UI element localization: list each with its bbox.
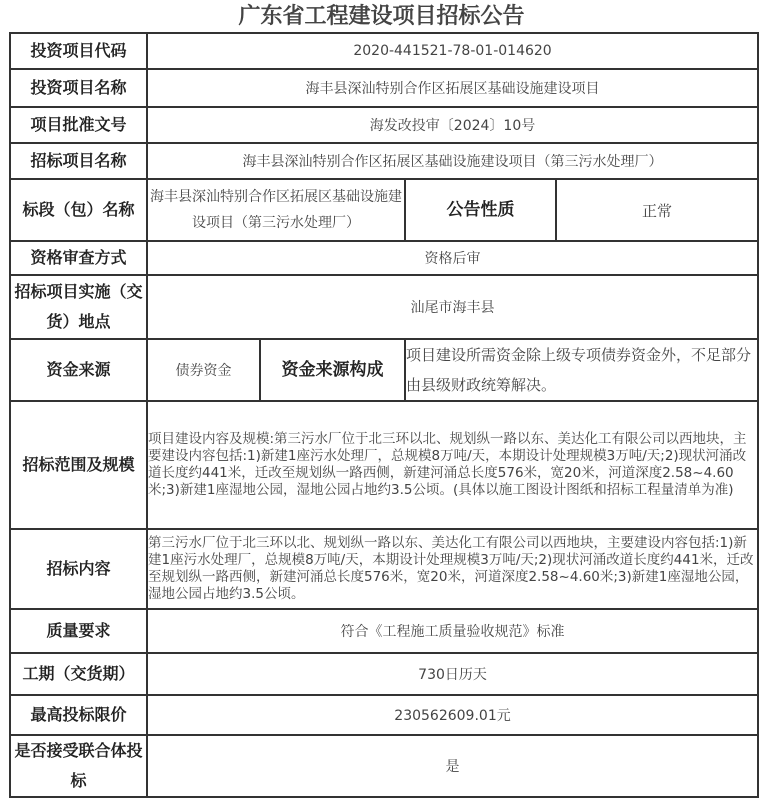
label-consortium: 是否接受联合体投标 — [10, 735, 147, 797]
label-project-code: 投资项目代码 — [10, 33, 147, 69]
label-funding: 资金来源 — [10, 339, 147, 401]
tender-notice-table — [9, 32, 759, 798]
row-quality — [10, 609, 758, 653]
value-duration: 730日历天 — [147, 653, 758, 695]
value-tender-project-name: 海丰县深汕特别合作区拓展区基础设施建设项目（第三污水处理厂） — [147, 143, 758, 179]
row-content — [10, 529, 758, 609]
label-location: 招标项目实施（交货）地点 — [10, 275, 147, 339]
value-qualification: 资格后审 — [147, 241, 758, 275]
value-approval-no: 海发改投审〔2024〕10号 — [147, 107, 758, 143]
row-project-name — [10, 69, 758, 107]
value-scope: 项目建设内容及规模:第三污水厂位于北三环以北、规划纵一路以东、美达化工有限公司以西地块，主要建设内容包括:1)新建1座污水处理厂，总规模8万吨/天，本期设计处理规模3万吨/天;2)现状河涌改道长度约441米，迁改至规划纵一路西侧，新建河涌总长度576米，宽20米，河道深度2.58~4.60米;3)新建1座湿地公园，湿地公园占地约3.5公顷。(具体以施工图设计图纸和招标工程量清单为准) — [147, 401, 758, 529]
label-notice-type: 公告性质 — [405, 179, 556, 241]
label-quality: 质量要求 — [10, 609, 147, 653]
label-scope: 招标范围及规模 — [10, 401, 147, 529]
value-project-name: 海丰县深汕特别合作区拓展区基础设施建设项目 — [147, 69, 758, 107]
label-content: 招标内容 — [10, 529, 147, 609]
label-project-name: 投资项目名称 — [10, 69, 147, 107]
row-duration — [10, 653, 758, 695]
label-section: 标段（包）名称 — [10, 179, 147, 241]
row-scope — [10, 401, 758, 529]
row-location — [10, 275, 758, 339]
row-max-price — [10, 695, 758, 735]
row-qualification — [10, 241, 758, 275]
value-content: 第三污水厂位于北三环以北、规划纵一路以东、美达化工有限公司以西地块，主要建设内容包括:1)新建1座污水处理厂，总规模8万吨/天，本期设计处理规模3万吨/天;2)现状河涌改道长度约441米，迁改至规划纵一路西侧，新建河涌总长度576米，宽20米，河道深度2.58~4.60米;3)新建1座湿地公园，湿地公园占地约3.5公顷。 — [147, 529, 758, 609]
label-tender-project-name: 招标项目名称 — [10, 143, 147, 179]
value-max-price: 230562609.01元 — [147, 695, 758, 735]
value-notice-type: 正常 — [556, 179, 758, 241]
value-location: 汕尾市海丰县 — [147, 275, 758, 339]
label-funding-composition: 资金来源构成 — [260, 339, 405, 401]
row-section — [10, 179, 758, 241]
label-qualification: 资格审查方式 — [10, 241, 147, 275]
value-section: 海丰县深汕特别合作区拓展区基础设施建设项目（第三污水处理厂） — [147, 179, 405, 241]
row-project-code — [10, 33, 758, 69]
row-approval-no — [10, 107, 758, 143]
value-project-code: 2020-441521-78-01-014620 — [147, 33, 758, 69]
label-duration: 工期（交货期） — [10, 653, 147, 695]
value-funding: 债券资金 — [147, 339, 260, 401]
value-consortium: 是 — [147, 735, 758, 797]
value-quality: 符合《工程施工质量验收规范》标准 — [147, 609, 758, 653]
row-funding — [10, 339, 758, 401]
row-consortium — [10, 735, 758, 797]
row-tender-project-name — [10, 143, 758, 179]
page-title: 广东省工程建设项目招标公告 — [238, 3, 525, 29]
value-funding-composition: 项目建设所需资金除上级专项债券资金外，不足部分由县级财政统筹解决。 — [405, 339, 758, 401]
label-max-price: 最高投标限价 — [10, 695, 147, 735]
label-approval-no: 项目批准文号 — [10, 107, 147, 143]
